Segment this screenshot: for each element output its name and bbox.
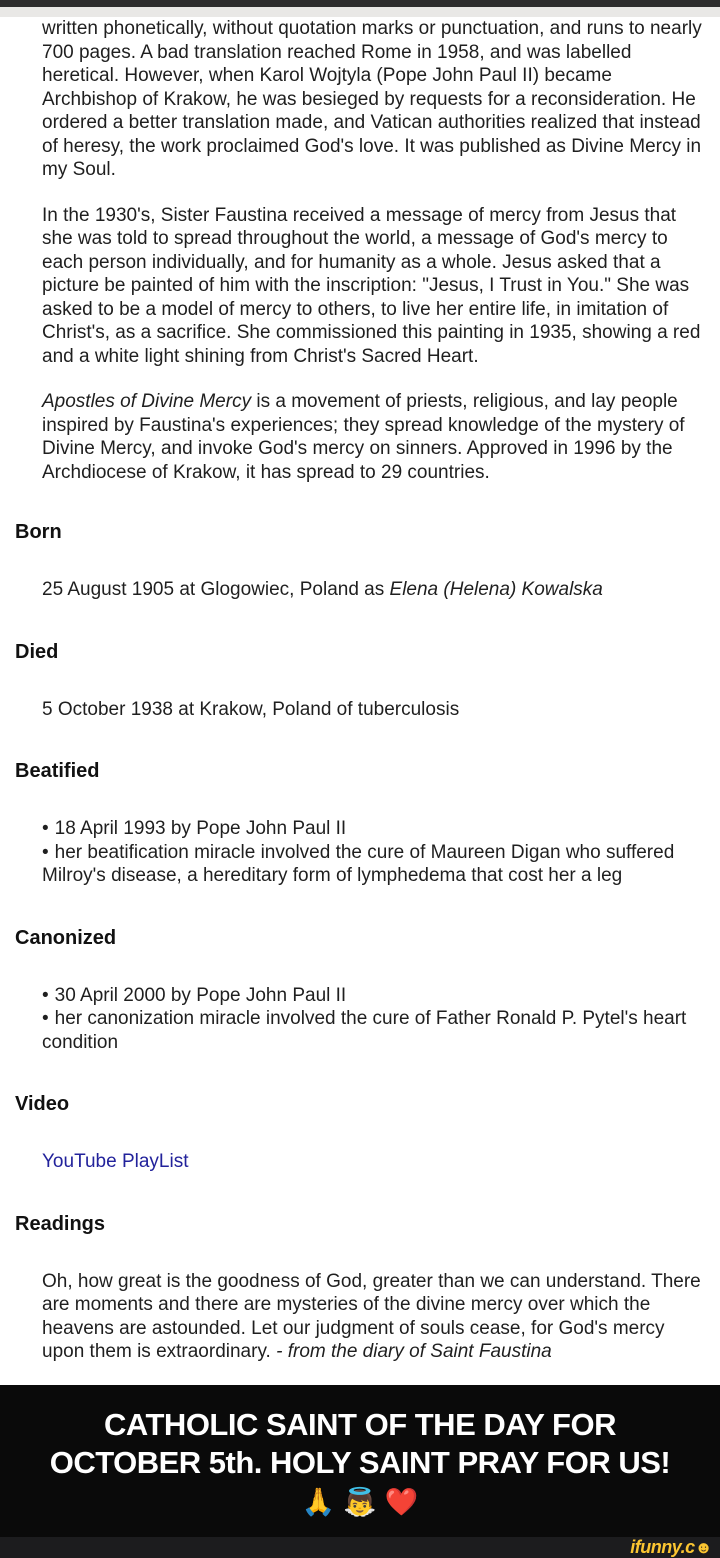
beatified-detail bbox=[42, 817, 705, 888]
section-heading-video: Video bbox=[15, 1093, 70, 1115]
canonized-detail bbox=[42, 984, 705, 1055]
born-text: 25 August 1905 at Glogowiec, Poland as bbox=[42, 579, 390, 600]
emoji-row bbox=[298, 1485, 423, 1519]
born-detail bbox=[42, 578, 705, 602]
top-crop-bar bbox=[0, 0, 720, 7]
meme-caption-banner bbox=[0, 1385, 720, 1537]
bullet-marker: • bbox=[42, 841, 49, 863]
beatified-bullet-2 bbox=[42, 841, 705, 888]
section-heading-beatified: Beatified bbox=[15, 760, 100, 782]
top-light-strip bbox=[0, 7, 720, 17]
born-name-italic: Elena (Helena) Kowalska bbox=[389, 579, 603, 600]
caption-line-2: OCTOBER 5th. HOLY SAINT PRAY FOR US! bbox=[49, 1444, 671, 1480]
bullet-text: her canonization miracle involved the cure of Father Ronald P. Pytel's heart condition bbox=[42, 1008, 687, 1053]
watermark-bar bbox=[0, 1537, 720, 1558]
bullet-text: 30 April 2000 by Pope John Paul II bbox=[54, 984, 347, 1006]
paragraph-text: is a movement of priests, religious, and lay people inspired by Faustina's experiences; they spread knowledge of the mystery of Divine Mercy, and invoke God's mercy on sinners. Approved in 1996 by the Archdiocese of Krakow, it has spread to 29 countries. bbox=[42, 391, 685, 483]
bullet-marker: • bbox=[42, 818, 49, 839]
youtube-playlist-link[interactable]: YouTube PlayList bbox=[42, 1151, 189, 1172]
died-detail: 5 October 1938 at Krakow, Poland of tuberculosis bbox=[42, 698, 460, 720]
caption-line-1: CATHOLIC SAINT OF THE DAY FOR bbox=[104, 1406, 616, 1442]
smiley-icon: ☻ bbox=[694, 1538, 712, 1557]
bullet-marker: • bbox=[42, 984, 49, 1006]
readings-source-italic: - from the diary of Saint Faustina bbox=[276, 1341, 552, 1362]
bullet-text: 18 April 1993 by Pope John Paul II bbox=[54, 818, 347, 839]
praying-hands-emoji-icon: 🙏 bbox=[301, 1486, 336, 1517]
ifunny-watermark-logo bbox=[630, 1538, 712, 1557]
video-detail bbox=[42, 1150, 705, 1174]
bullet-text: her beatification miracle involved the cure of Maureen Digan who suffered Milroy's disease, a hereditary form of lymphedema that cost her a leg bbox=[42, 841, 675, 886]
section-heading-died: Died bbox=[15, 640, 59, 663]
ifunny-watermark-text: ifunny.c bbox=[630, 1537, 695, 1557]
intro-paragraph-2: In the 1930's, Sister Faustina received a message of mercy from Jesus that she was told to spread throughout the world, a message of God's mercy to each person individually, and for humanity as a whole. Jesus asked that a picture be painted of him with the inscription: "Jesus, I Trust in You." She was asked to be a model of mercy to others, to live her entire life, in imitation of Christ's, as a sacrifice. She commissioned this painting in 1935, showing a red and a white light shining from Christ's Sacred Heart. bbox=[42, 204, 701, 367]
readings-detail bbox=[42, 1270, 705, 1364]
baby-angel-emoji-icon: 👼 bbox=[343, 1486, 377, 1517]
canonized-bullet-2 bbox=[42, 1007, 705, 1054]
red-heart-emoji-icon: ❤️ bbox=[384, 1486, 419, 1517]
section-heading-canonized: Canonized bbox=[15, 926, 117, 949]
beatified-bullet-1 bbox=[42, 817, 705, 841]
article-body bbox=[0, 17, 720, 1385]
italic-title-text: Apostles of Divine Mercy bbox=[42, 391, 252, 412]
readings-text: Oh, how great is the goodness of God, greater than we can understand. There are moments and there are mysteries of the divine mercy over which the heavens are astounded. Let our judgment of souls cease, for God's mercy upon them is extraordinary. bbox=[42, 1270, 701, 1362]
section-heading-born: Born bbox=[15, 521, 62, 543]
section-heading-readings: Readings bbox=[15, 1212, 106, 1235]
intro-paragraph-3 bbox=[42, 390, 705, 484]
intro-paragraph-1: written phonetically, without quotation marks or punctuation, and runs to nearly 700 pages. A bad translation reached Rome in 1958, and was labelled heretical. However, when Karol Wojtyla (Pope John Paul II) became Archbishop of Krakow, he was besieged by requests for a reconsideration. He ordered a better translation made, and Vatican authorities realized that instead of heresy, the work proclaimed God's love. It was published as Divine Mercy in my Soul. bbox=[42, 18, 702, 180]
canonized-bullet-1 bbox=[42, 984, 705, 1008]
bullet-marker: • bbox=[42, 1008, 49, 1029]
